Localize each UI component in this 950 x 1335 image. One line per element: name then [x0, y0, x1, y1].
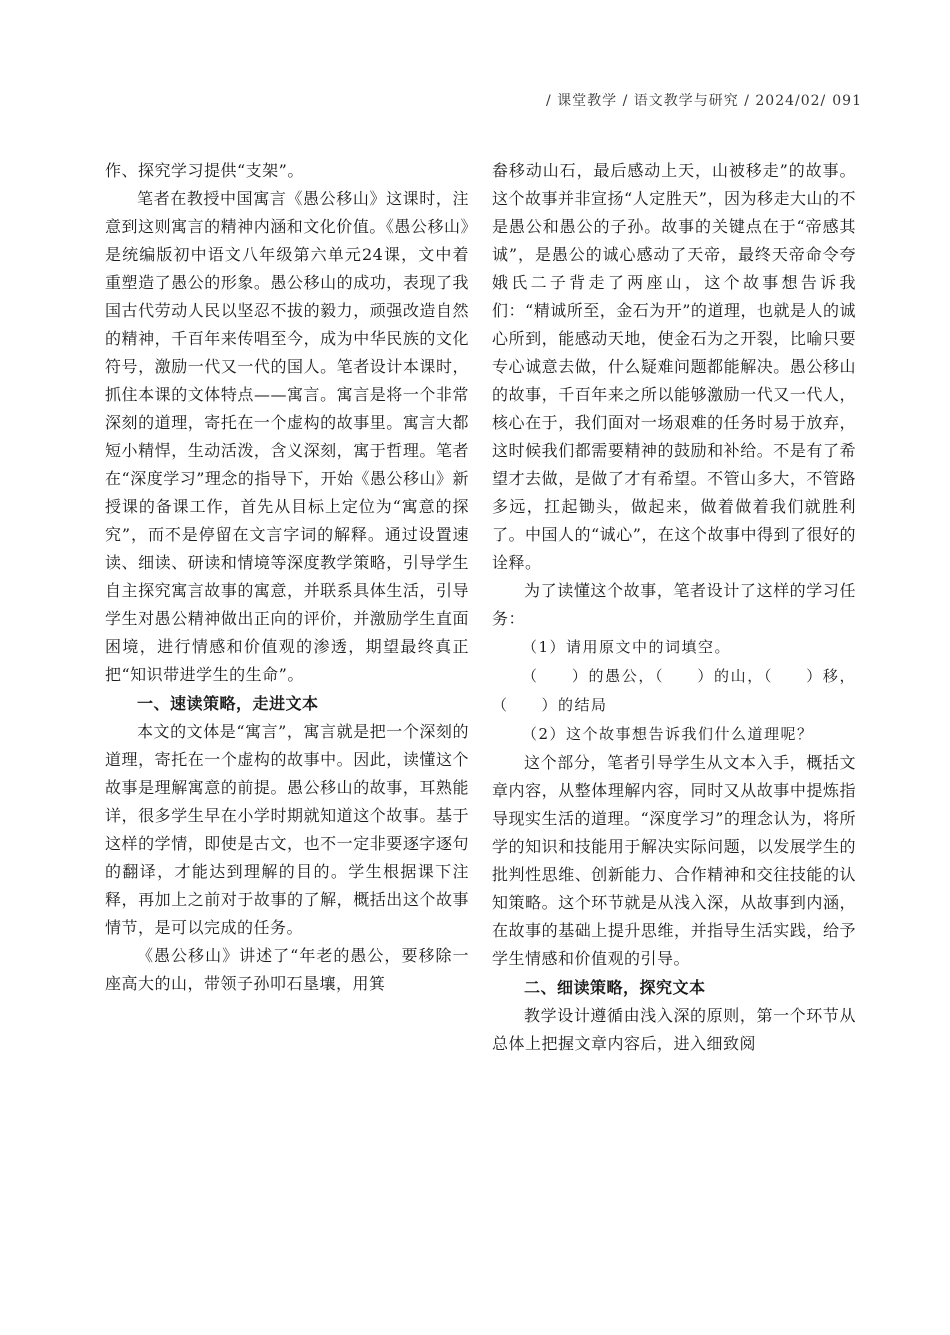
task-item-2: （2）这个故事想告诉我们什么道理呢？ [522, 725, 814, 743]
task-item-1: （1）请用原文中的词填空。 [522, 638, 732, 656]
paragraph: 《愚公移山》讲述了“年老的愚公，要移除一座高大的山，带领子孙叩石垦壤，用箕 [105, 946, 469, 993]
page-number: 091 [832, 93, 862, 109]
section-heading-2: 二、细读策略，探究文本 [524, 978, 706, 997]
running-title: / 课堂教学 / 语文教学与研究 / 2024/02/ [545, 93, 827, 109]
running-header [520, 90, 862, 110]
paragraph: 这个部分，笔者引导学生从文本入手，概括文章内容，从整体理解内容，同时又从故事中提炼指导现实生活的道理。“深度学习”的理念认为，将所学的知识和技能用于解决实际问题，以发展学生的批判性思维、创新能力、合作精神和交往技能的认知策略。这个环节就是从浅入深，从故事到内涵，在故事的基础上提升思维，并指导生活实践，给予学生情感和价值观的引导。 [492, 753, 856, 968]
section-heading-1: 一、速读策略，走进文本 [137, 694, 319, 713]
right-column [492, 157, 856, 1058]
paragraph: 教学设计遵循由浅入深的原则，第一个环节从总体上把握文章内容后，进入细致阅 [492, 1006, 856, 1053]
paragraph: 笔者在教授中国寓言《愚公移山》这课时，注意到这则寓言的精神内涵和文化价值。《愚公移山》是统编版初中语文八年级第六单元24课，文中着重塑造了愚公的形象。愚公移山的成功，表现了我国古代劳动人民以坚忍不拔的毅力，顽强改造自然的精神，千百年来传唱至今，成为中华民族的文化符号，激励一代又一代的国人。笔者设计本课时，抓住本课的文体特点——寓言。寓言是将一个非常深刻的道理，寄托在一个虚构的故事里。寓言大都短小精悍，生动活泼，含义深刻，寓于哲理。笔者在“深度学习”理念的指导下，开始《愚公移山》新授课的备课工作，首先从目标上定位为“寓意的探究”，而不是停留在文言字词的解释。通过设置速读、细读、研读和情境等深度教学策略，引导学生自主探究寓言故事的寓意，并联系具体生活，引导学生对愚公精神做出正向的评价，并激励学生直面困境，进行情感和价值观的渗透，期望最终真正把“知识带进学生的生命”。 [105, 189, 469, 684]
paragraph: 作、探究学习提供“支架”。 [105, 161, 304, 180]
paragraph: 本文的文体是“寓言”，寓言就是把一个深刻的道理，寄托在一个虚构的故事中。因此，读懂这个故事是理解寓意的前提。愚公移山的故事，耳熟能详，很多学生早在小学时期就知道这个故事。基于这样的学情，即使是古文，也不一定非要逐字逐句的翻译，才能达到理解的目的。学生根据课下注释，再加上之前对于故事的了解，概括出这个故事情节，是可以完成的任务。 [105, 722, 469, 937]
left-column [105, 157, 469, 998]
fill-blank-line: （ ）的愚公，（ ）的山，（ ）移，（ ）的结局 [492, 667, 856, 714]
paragraph: 为了读懂这个故事，笔者设计了这样的学习任务： [492, 581, 856, 628]
paragraph: 畚移动山石，最后感动上天，山被移走”的故事。这个故事并非宣扬“人定胜天”，因为移走大山的不是愚公和愚公的子孙。故事的关键点在于“帝感其诚”，是愚公的诚心感动了天帝，最终天帝命令夸娥氏二子背走了两座山，这个故事想告诉我们：“精诚所至，金石为开”的道理，也就是人的诚心所到，能感动天地，使金石为之开裂，比喻只要专心诚意去做，什么疑难问题都能解决。愚公移山的故事，千百年来之所以能够激励一代又一代人，核心在于，我们面对一场艰难的任务时易于放弃，这时候我们都需要精神的鼓励和补给。不是有了希望才去做，是做了才有希望。不管山多大，不管路多远，扛起锄头，做起来，做着做着我们就胜利了。中国人的“诚心”，在这个故事中得到了很好的诠释。 [492, 161, 856, 572]
